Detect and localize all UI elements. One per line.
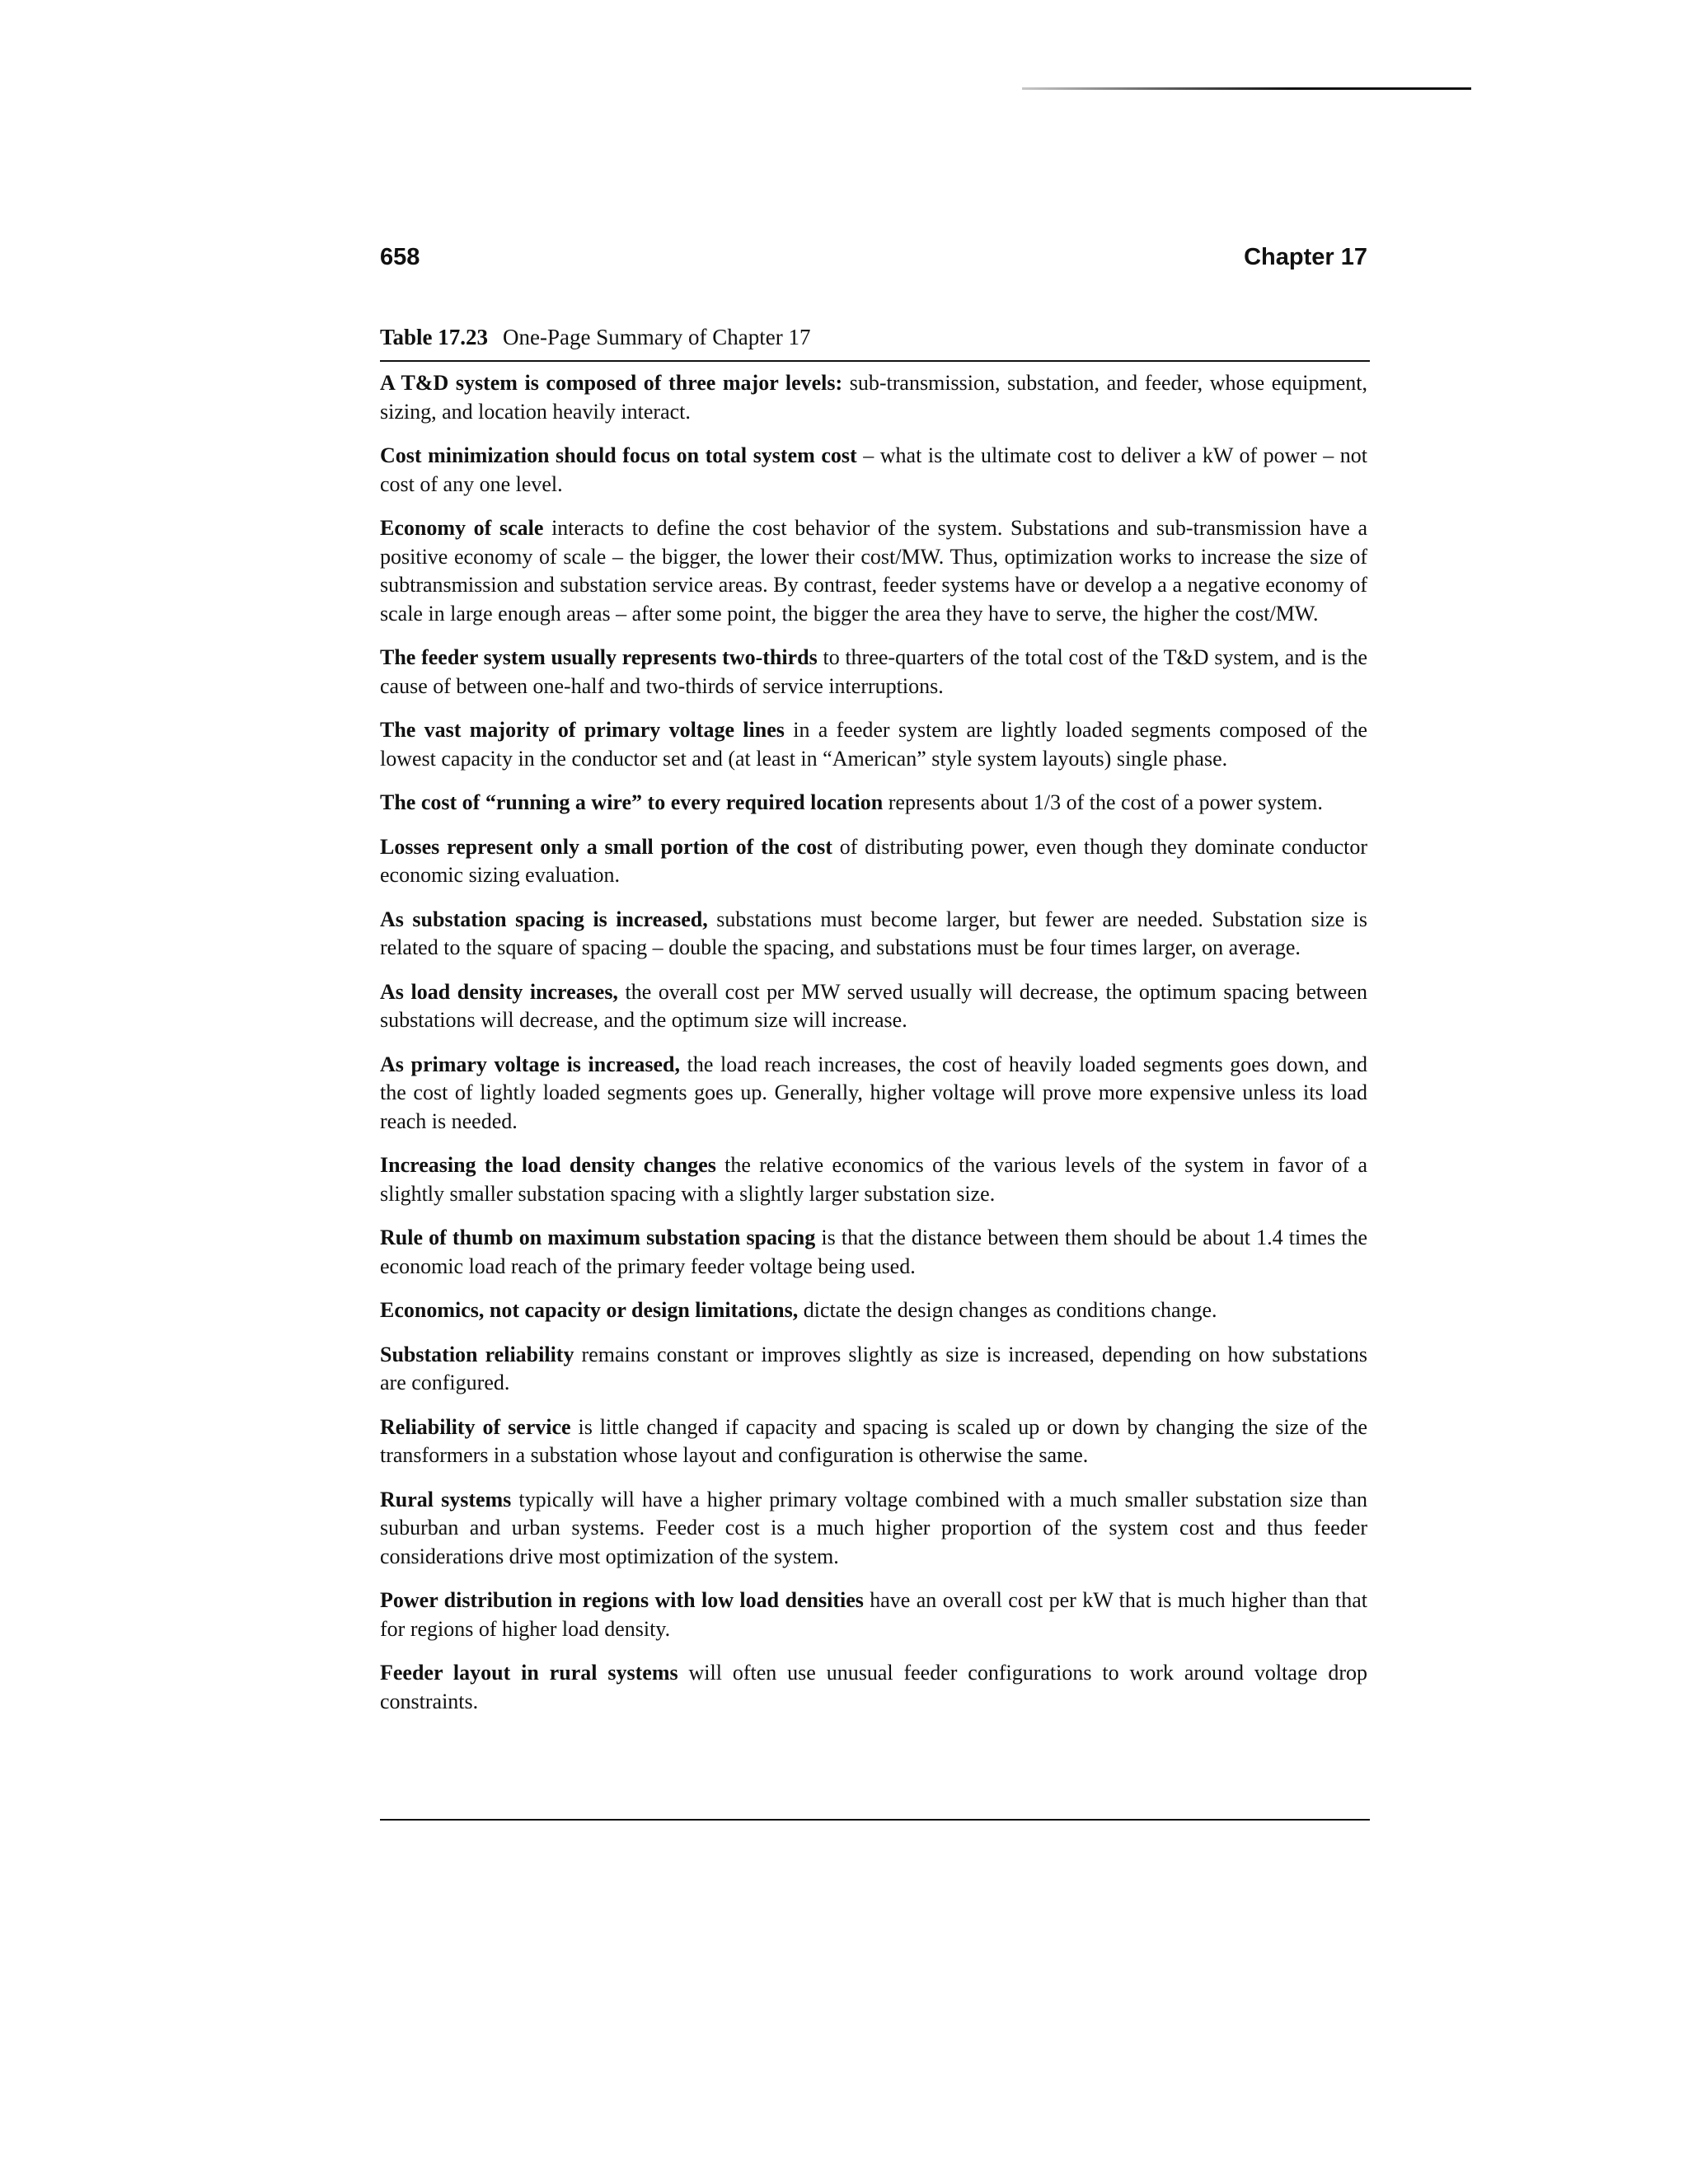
summary-item-reliability-of-service [380, 1413, 1367, 1470]
summary-item-text: to three-quarters of the total cost of the T&D system, and is the cause of between one-half and two-thirds of service interruptions. [380, 645, 1367, 698]
summary-item-substation-spacing [380, 906, 1367, 963]
summary-item-text: in a feeder system are lightly loaded segments composed of the lowest capacity in the conductor set and (at least in “American” style system layouts) single phase. [380, 718, 1367, 771]
summary-item-lead: As load density increases, [380, 979, 618, 1004]
summary-item-lead: Economics, not capacity or design limitations, [380, 1298, 799, 1322]
summary-item-text: substations must become larger, but fewer are needed. Substation size is related to the square of spacing – double the spacing, and substations must be four times larger, on average. [380, 907, 1367, 959]
summary-item-text: typically will have a higher primary voltage combined with a much smaller substation size than suburban and urban systems. Feeder cost is a much higher proportion of the system cost and thus feeder considerations drive most optimization of the system. [380, 1487, 1367, 1568]
summary-item-lead: As primary voltage is increased, [380, 1052, 680, 1076]
table-bottom-rule [380, 1819, 1370, 1821]
summary-item-low-load-density [380, 1586, 1367, 1643]
table-top-rule [380, 360, 1370, 362]
summary-item-lead: Substation reliability [380, 1342, 574, 1366]
summary-item-text: the relative economics of the various levels of the system in favor of a slightly smaller substation spacing with a slightly larger substation size. [380, 1153, 1367, 1206]
summary-item-text: have an overall cost per kW that is much higher than that for regions of higher load density. [380, 1588, 1367, 1641]
summary-item-primary-voltage-increased [380, 1051, 1367, 1137]
summary-item-system-levels [380, 369, 1367, 426]
summary-item-text: of distributing power, even though they dominate conductor economic sizing evaluation. [380, 834, 1367, 887]
summary-item-economics [380, 1296, 1367, 1325]
summary-item-rural-systems [380, 1486, 1367, 1572]
summary-item-text: interacts to define the cost behavior of the system. Substations and sub-transmission have a positive economy of scale – the bigger, the lower their cost/MW. Thus, optimization works to increase the size of subtransmission and substation service areas. By contrast, feeder systems have or develop a a negative economy of scale in large enough areas – after some point, the bigger the area they have to serve, the higher the cost/MW. [380, 516, 1367, 626]
summary-item-primary-voltage-lines [380, 716, 1367, 773]
summary-item-lead: Cost minimization should focus on total system cost [380, 443, 857, 467]
summary-item-rural-feeder-layout [380, 1659, 1367, 1716]
summary-item-lead: The vast majority of primary voltage lines [380, 718, 785, 742]
summary-item-text: – what is the ultimate cost to deliver a kW of power – not cost of any one level. [380, 443, 1367, 496]
summary-list [380, 369, 1367, 1732]
summary-item-lead: The cost of “running a wire” to every required location [380, 790, 884, 814]
summary-item-text: will often use unusual feeder configurations to work around voltage drop constraints. [380, 1661, 1367, 1713]
summary-item-load-density-increases [380, 978, 1367, 1035]
top-edge-rule [1022, 87, 1471, 90]
summary-item-text: is that the distance between them should be about 1.4 times the economic load reach of the primary feeder voltage being used. [380, 1226, 1367, 1278]
summary-item-lead: Reliability of service [380, 1414, 571, 1439]
summary-item-economy-of-scale [380, 514, 1367, 628]
summary-item-load-density-changes [380, 1151, 1367, 1208]
summary-item-lead: Losses represent only a small portion of the cost [380, 834, 832, 859]
table-number: Table 17.23 [380, 325, 489, 349]
summary-item-lead: Increasing the load density changes [380, 1153, 716, 1177]
summary-item-text: the load reach increases, the cost of heavily loaded segments goes down, and the cost of lightly loaded segments goes up. Generally, higher voltage will prove more expensive unless its load reach is needed. [380, 1052, 1367, 1133]
summary-item-text: dictate the design changes as conditions change. [798, 1298, 1217, 1322]
summary-item-lead: Feeder layout in rural systems [380, 1661, 678, 1685]
summary-item-text: sub-transmission, substation, and feeder, whose equipment, sizing, and location heavily interact. [380, 371, 1368, 424]
summary-item-rule-of-thumb [380, 1224, 1367, 1281]
summary-item-lead: As substation spacing is increased, [380, 907, 708, 931]
summary-item-cost-minimization [380, 442, 1367, 499]
summary-item-text: the overall cost per MW served usually will decrease, the optimum spacing between substations will decrease, and the optimum size will increase. [380, 979, 1367, 1032]
summary-item-lead: Power distribution in regions with low load densities [380, 1588, 864, 1612]
summary-item-text: represents about 1/3 of the cost of a power system. [883, 790, 1323, 814]
summary-item-substation-reliability [380, 1341, 1367, 1398]
summary-item-lead: The feeder system usually represents two-thirds [380, 645, 818, 669]
summary-item-text: is little changed if capacity and spacing is scaled up or down by changing the size of the transformers in a substation whose layout and configuration is otherwise the same. [380, 1414, 1367, 1467]
summary-item-lead: Economy of scale [380, 516, 544, 540]
chapter-label: Chapter 17 [1244, 244, 1367, 270]
summary-item-losses [380, 833, 1367, 890]
summary-item-lead: Rule of thumb on maximum substation spacing [380, 1226, 816, 1249]
table-title: One-Page Summary of Chapter 17 [503, 325, 811, 349]
summary-item-lead: Rural systems [380, 1487, 512, 1511]
running-header [380, 244, 1367, 277]
summary-item-text: remains constant or improves slightly as size is increased, depending on how substations are configured. [380, 1342, 1367, 1394]
page-number: 658 [380, 244, 420, 270]
summary-item-running-a-wire [380, 789, 1367, 818]
summary-item-feeder-system [380, 644, 1367, 701]
summary-item-lead: A T&D system is composed of three major levels: [380, 371, 843, 395]
table-caption [380, 325, 810, 350]
